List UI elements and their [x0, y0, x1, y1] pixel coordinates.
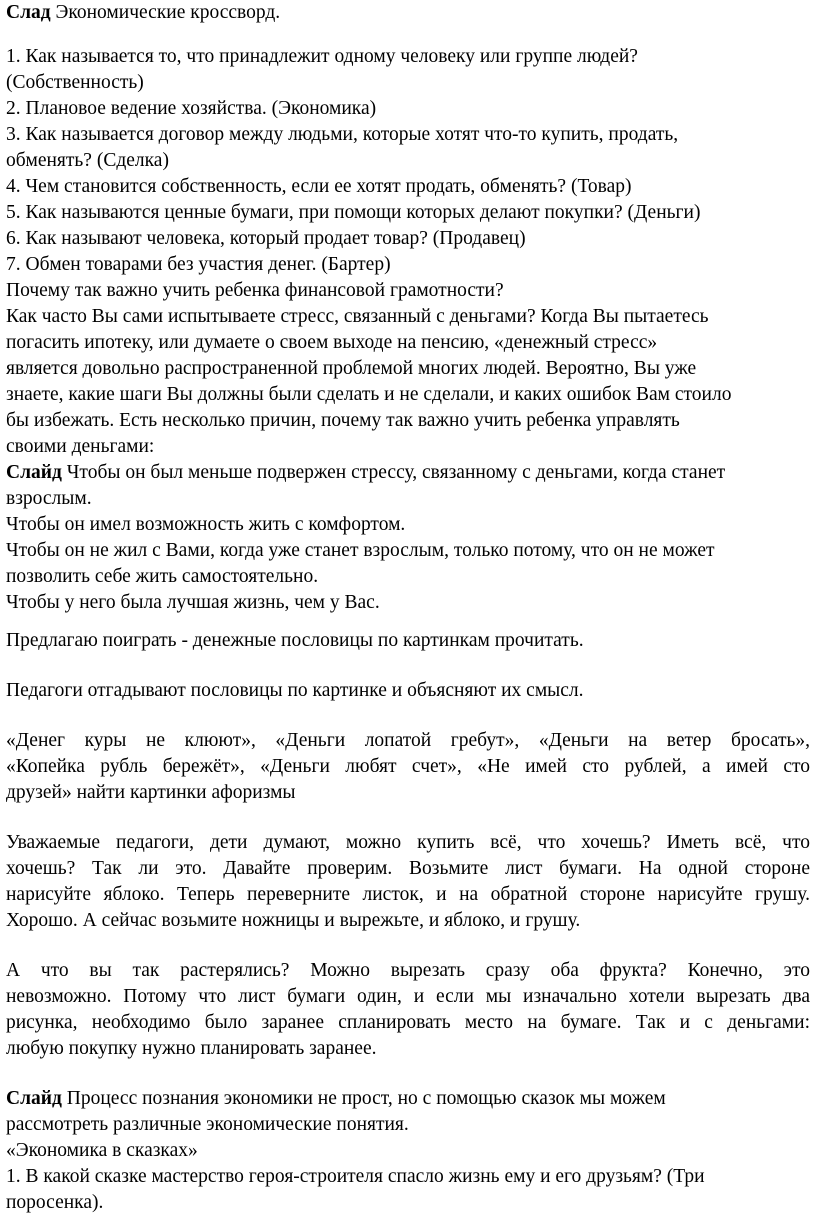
- crossword-line: 2. Плановое ведение хозяйства. (Экономика): [6, 98, 377, 119]
- crossword-line: 6. Как называют человека, который продает товар? (Продавец): [6, 228, 526, 249]
- crossword-line: 4. Чем становится собственность, если ее хотят продать, обменять? (Товар): [6, 176, 632, 197]
- why-paragraph-line: является довольно распространенной проблемой многих людей. Вероятно, Вы уже: [6, 358, 697, 379]
- exercise-line: хочешь? Так ли это. Давайте проверим. Возьмите лист бумаги. На одной стороне: [6, 858, 810, 879]
- crossword-line: обменять? (Сделка): [6, 150, 169, 171]
- teachers-guess: Педагоги отгадывают пословицы по картинке и объясняют их смысл.: [6, 680, 584, 701]
- proverbs-line: друзей» найти картинки афоризмы: [6, 782, 296, 803]
- slide-text: Чтобы он был меньше подвержен стрессу, связанному с деньгами, когда станет: [61, 462, 726, 483]
- conclusion-line: рисунка, необходимо было заранее спланировать место на бумаге. Так и с деньгами:: [6, 1012, 810, 1033]
- proverbs-offer: Предлагаю поиграть - денежные пословицы по картинкам прочитать.: [6, 630, 584, 651]
- slide-line: [6, 1086, 810, 1112]
- conclusion-line: невозможно. Потому что лист бумаги один, и если мы изначально хотели вырезать два: [6, 986, 810, 1007]
- crossword-line: 3. Как называется договор между людьми, которые хотят что-то купить, продать,: [6, 124, 679, 145]
- reason-line: Чтобы у него была лучшая жизнь, чем у Вас.: [6, 592, 380, 613]
- conclusion-line: А что вы так растерялись? Можно вырезать сразу оба фрукта? Конечно, это: [6, 960, 810, 981]
- reason-line: позволить себе жить самостоятельно.: [6, 566, 319, 587]
- why-paragraph-line: погасить ипотеку, или думаете о своем выходе на пенсию, «денежный стресс»: [6, 332, 658, 353]
- slide-label: Слайд: [6, 462, 62, 483]
- heading-text: Экономические кроссворд.: [50, 2, 281, 23]
- why-heading: Почему так важно учить ребенка финансовой грамотности?: [6, 280, 504, 301]
- crossword-line: 1. Как называется то, что принадлежит одному человеку или группе людей?: [6, 46, 638, 67]
- slide-line-cont: рассмотреть различные экономические понятия.: [6, 1114, 409, 1135]
- fairy-question-cont: поросенка).: [6, 1192, 104, 1213]
- conclusion-line: любую покупку нужно планировать заранее.: [6, 1038, 377, 1059]
- why-paragraph-line: Как часто Вы сами испытываете стресс, связанный с деньгами? Когда Вы пытаетесь: [6, 306, 709, 327]
- exercise-line: Уважаемые педагоги, дети думают, можно купить всё, что хочешь? Иметь всё, что: [6, 832, 810, 853]
- exercise-line: нарисуйте яблоко. Теперь переверните листок, и на обратной стороне нарисуйте грушу.: [6, 884, 810, 905]
- reason-line: Чтобы он имел возможность жить с комфортом.: [6, 514, 406, 535]
- slide-line-cont: взрослым.: [6, 488, 92, 509]
- heading-crossword: [6, 0, 810, 26]
- proverbs-line: «Копейка рубль бережёт», «Деньги любят счет», «Не имей сто рублей, а имей сто: [6, 756, 810, 777]
- crossword-line: 5. Как называются ценные бумаги, при помощи которых делают покупки? (Деньги): [6, 202, 701, 223]
- proverbs-line: «Денег куры не клюют», «Деньги лопатой гребут», «Деньги на ветер бросать»,: [6, 730, 810, 751]
- fairy-heading: «Экономика в сказках»: [6, 1140, 198, 1161]
- exercise-line: Хорошо. А сейчас возьмите ножницы и вырежьте, и яблоко, и грушу.: [6, 910, 581, 931]
- fairy-question: 1. В какой сказке мастерство героя-строителя спасло жизнь ему и его друзьям? (Три: [6, 1166, 705, 1187]
- crossword-line: 7. Обмен товарами без участия денег. (Бартер): [6, 254, 391, 275]
- reason-line: Чтобы он не жил с Вами, когда уже станет взрослым, только потому, что он не может: [6, 540, 715, 561]
- why-paragraph-line: знаете, какие шаги Вы должны были сделать и не сделали, и каких ошибок Вам стоило: [6, 384, 732, 405]
- slide-label: Слад: [6, 2, 51, 23]
- slide-text: Процесс познания экономики не прост, но с помощью сказок мы можем: [61, 1088, 666, 1109]
- why-paragraph-line: своими деньгами:: [6, 436, 155, 457]
- slide-label: Слайд: [6, 1088, 62, 1109]
- crossword-line: (Собственность): [6, 72, 144, 93]
- slide-line: [6, 460, 810, 486]
- why-paragraph-line: бы избежать. Есть несколько причин, почему так важно учить ребенка управлять: [6, 410, 680, 431]
